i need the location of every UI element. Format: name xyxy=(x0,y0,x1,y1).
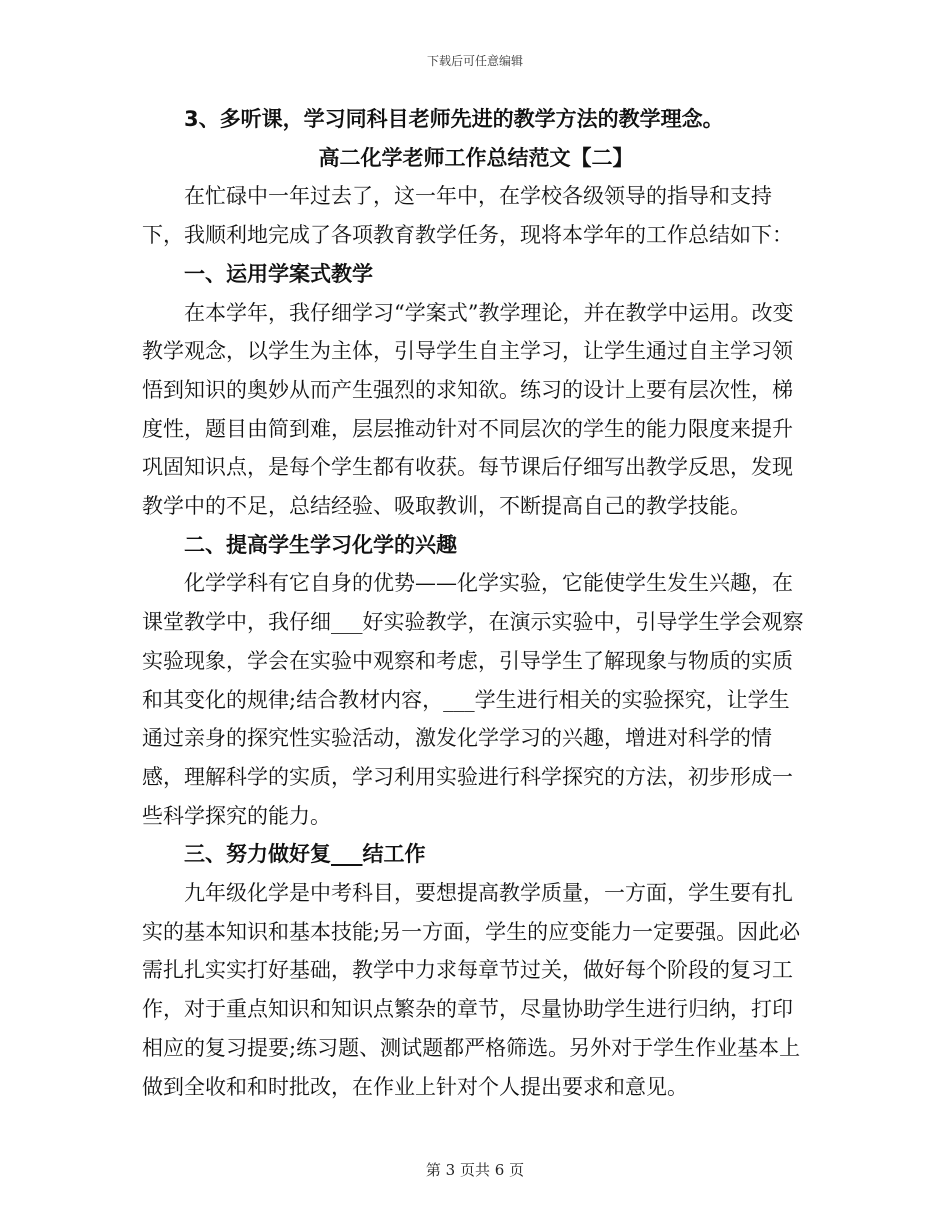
section-3-heading: 三、努力做好复___结工作 xyxy=(184,842,426,867)
intro-paragraph: 在忙碌中一年过去了，这一年中，在学校各级领导的指导和支持下，我顺利地完成了各项教育教学任务，现将本学年的工作总结如下： xyxy=(142,184,793,248)
document-body xyxy=(142,100,810,1106)
section-3-body: 九年级化学是中考科目，要想提高教学质量，一方面，学生要有扎实的基本知识和基本技能;另一方面，学生的应变能力一定要强。因此必需扎扎实实打好基础，教学中力求每章节过关，做好每个阶段的复习工作，对于重点知识和知识点繁杂的章节，尽量协助学生进行归纳，打印相应的复习提要;练习题、测试题都严格筛选。另外对于学生作业基本上做到全收和和时批改，在作业上针对个人提出要求和意见。 xyxy=(142,881,801,1099)
page-header-note: 下载后可任意编辑 xyxy=(426,54,523,68)
section-2-body: 化学学科有它自身的优势——化学实验，它能使学生发生兴趣，在课堂教学中，我仔细___好实验教学，在演示实验中，引导学生学会观察实验现象，学会在实验中观察和考虑，引导学生了解现象与物质的实质和其变化的规律;结合教材内容，___学生进行相关的实验探究，让学生通过亲身的探究性实验活动，激发化学学习的兴趣，增进对科学的情感，理解科学的实质，学习利用实验进行科学探究的方法，初步形成一些科学探究的能力。 xyxy=(142,571,804,828)
section-2-heading: 二、提高学生学习化学的兴趣 xyxy=(184,532,457,557)
section-1-body: 在本学年，我仔细学习“学案式”教学理论，并在教学中运用。改变教学观念，以学生为主体，引导学生自主学习，让学生通过自主学习领悟到知识的奥妙从而产生强烈的求知欲。练习的设计上要有层次性，梯度性，题目由简到难，层层推动针对不同层次的学生的能力限度来提升巩固知识点，是每个学生都有收获。每节课后仔细写出教学反思，发现教学中的不足，总结经验、吸取教训，不断提高自己的教学技能。 xyxy=(142,300,794,519)
document-title: 高二化学老师工作总结范文【二】 xyxy=(318,145,634,170)
page-number: 第 3 页共 6 页 xyxy=(425,1161,525,1179)
section-1-heading: 一、运用学案式教学 xyxy=(184,261,373,286)
item-3: 3、多听课，学习同科目老师先进的教学方法的教学理念。 xyxy=(184,107,724,131)
